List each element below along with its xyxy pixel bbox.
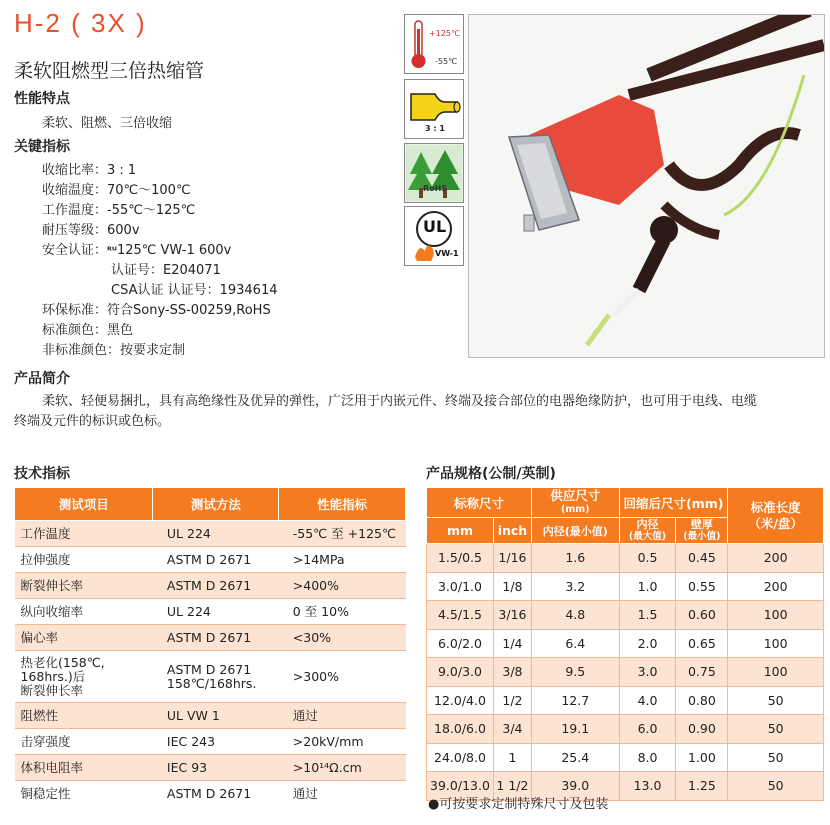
intro-line-2: 终端及元件的标识或色标。 xyxy=(14,414,171,429)
spec-csa-number: CSA认证 认证号：1934614 xyxy=(111,283,278,298)
spec-col-length xyxy=(728,488,824,544)
tech-value-cell: >10¹⁴Ω.cm xyxy=(279,755,406,781)
rohs-label: RoHS xyxy=(423,184,448,193)
temp-high-label: +125℃ xyxy=(429,29,460,38)
spec-safety-label: 安全认证： xyxy=(42,243,108,258)
spec-inch-cell: 1 xyxy=(493,743,531,772)
tech-value-cell: 通过 xyxy=(279,703,406,729)
spec-supply-cell: 9.5 xyxy=(531,658,619,687)
spec-length-cell: 50 xyxy=(728,772,824,801)
table-row xyxy=(15,781,406,807)
spec-length-cell: 100 xyxy=(728,658,824,687)
table-row xyxy=(427,686,824,715)
tech-value-cell: >400% xyxy=(279,573,406,599)
spec-environment: 环保标准：符合Sony-SS-00259,RoHS xyxy=(42,303,271,318)
spec-id-cell: 8.0 xyxy=(619,743,676,772)
spec-supply-cell: 25.4 xyxy=(531,743,619,772)
tech-method-cell: ASTM D 2671 xyxy=(153,547,279,573)
spec-col-inch: inch xyxy=(493,518,531,544)
tech-item-cell: 阻燃性 xyxy=(15,703,153,729)
spec-inch-cell: 1/16 xyxy=(493,544,531,573)
spec-inch-cell: 3/4 xyxy=(493,715,531,744)
spec-voltage: 耐压等级：600v xyxy=(42,223,140,238)
ul-label: UL xyxy=(423,217,447,236)
spec-custom-color: 非标准颜色：按要求定制 xyxy=(42,343,186,358)
spec-mm-cell: 6.0/2.0 xyxy=(427,629,494,658)
shrink-ratio-icon xyxy=(404,79,464,139)
spec-wall-min-label: (最小值) xyxy=(683,531,721,542)
tech-table xyxy=(14,487,406,806)
spec-col-after: 回缩后尺寸(mm) xyxy=(619,488,728,518)
spec-supply-label: 供应尺寸 xyxy=(550,488,601,503)
spec-id-cell: 1.5 xyxy=(619,601,676,630)
custom-note: ●可按要求定制特殊尺寸及包装 xyxy=(428,797,609,812)
spec-inch-cell: 1/2 xyxy=(493,686,531,715)
spec-supply-cell: 6.4 xyxy=(531,629,619,658)
tech-method-cell: UL VW 1 xyxy=(153,703,279,729)
table-row xyxy=(427,629,824,658)
spec-col-mm: mm xyxy=(427,518,494,544)
spec-inch-cell: 1/8 xyxy=(493,572,531,601)
spec-length-label: 标准长度 xyxy=(750,499,801,515)
spec-inch-cell: 3/8 xyxy=(493,658,531,687)
spec-operating-temp: 工作温度：-55℃～125℃ xyxy=(42,203,196,218)
table-row xyxy=(427,715,824,744)
table-row xyxy=(427,544,824,573)
product-name: 柔软阻燃型三倍热缩管 xyxy=(14,60,205,82)
table-row xyxy=(15,599,406,625)
spec-mm-cell: 3.0/1.0 xyxy=(427,572,494,601)
tech-method-cell: ASTM D 2671 xyxy=(153,625,279,651)
spec-id-cell: 13.0 xyxy=(619,772,676,801)
spec-standard-color: 标准颜色：黑色 xyxy=(42,323,134,338)
tech-item-cell: 偏心率 xyxy=(15,625,153,651)
tech-method-cell: ASTM D 2671 xyxy=(153,781,279,807)
spec-length-cell: 50 xyxy=(728,686,824,715)
tech-item-cell: 热老化(158℃, 168hrs.)后 断裂伸长率 xyxy=(15,651,153,703)
rohs-trees-icon xyxy=(404,143,464,203)
temperature-icon xyxy=(404,14,464,74)
spec-shrink-ratio: 收缩比率：3 : 1 xyxy=(42,163,137,178)
spec-inch-cell: 3/16 xyxy=(493,601,531,630)
spec-wall-cell: 0.45 xyxy=(676,544,728,573)
table-row xyxy=(15,573,406,599)
spec-mm-cell: 39.0/13.0 xyxy=(427,772,494,801)
ratio-label: 3 : 1 xyxy=(425,124,445,133)
spec-id-cell: 4.0 xyxy=(619,686,676,715)
spec-length-cell: 50 xyxy=(728,715,824,744)
table-row xyxy=(15,625,406,651)
spec-wall-cell: 0.60 xyxy=(676,601,728,630)
tech-method-cell: UL 224 xyxy=(153,521,279,547)
ul-rating: 125℃ VW-1 600v xyxy=(116,243,232,258)
table-row xyxy=(427,658,824,687)
features-heading: 性能特点 xyxy=(14,91,70,107)
spec-id-cell: 2.0 xyxy=(619,629,676,658)
features-text: 柔软、阻燃、三倍收缩 xyxy=(42,116,173,131)
spec-wall-cell: 0.55 xyxy=(676,572,728,601)
intro-line-1: 柔软、轻便易捆扎，具有高绝缘性及优异的弹性，广泛用于内嵌元件、终端及接合部位的电器绝缘防护，也可用于电线、电缆 xyxy=(42,394,758,409)
spec-supply-cell: 19.1 xyxy=(531,715,619,744)
tech-value-cell: >20kV/mm xyxy=(279,729,406,755)
tech-value-cell: 通过 xyxy=(279,781,406,807)
spec-col-wall xyxy=(676,518,728,544)
spec-mm-cell: 24.0/8.0 xyxy=(427,743,494,772)
tech-item-cell: 拉伸强度 xyxy=(15,547,153,573)
tech-method-cell: IEC 243 xyxy=(153,729,279,755)
spec-id-max-label: (最大值) xyxy=(628,531,667,542)
table-row xyxy=(15,703,406,729)
spec-wall-cell: 1.25 xyxy=(676,772,728,801)
spec-id-cell: 0.5 xyxy=(619,544,676,573)
temp-low-label: -55℃ xyxy=(435,57,458,66)
ur-mark: ᴿᵁ xyxy=(107,246,117,257)
spec-safety-cert xyxy=(42,239,231,258)
spec-inch-cell: 1 1/2 xyxy=(493,772,531,801)
product-code-title: H-2 ( 3X ) xyxy=(14,8,147,38)
tech-value-cell: >14MPa xyxy=(279,547,406,573)
spec-length-cell: 100 xyxy=(728,601,824,630)
spec-supply-cell: 12.7 xyxy=(531,686,619,715)
spec-wall-cell: 0.90 xyxy=(676,715,728,744)
spec-id-label: 内径 xyxy=(636,518,659,531)
table-row xyxy=(15,729,406,755)
spec-wall-cell: 0.65 xyxy=(676,629,728,658)
spec-mm-cell: 18.0/6.0 xyxy=(427,715,494,744)
spec-wall-label: 壁厚 xyxy=(690,518,713,531)
table-row xyxy=(427,572,824,601)
spec-ul-number: 认证号：E204071 xyxy=(111,263,221,278)
tech-item-cell: 铜稳定性 xyxy=(15,781,153,807)
ul-vw1-icon xyxy=(404,206,464,266)
spec-col-nominal: 标称尺寸 xyxy=(427,488,532,518)
spec-shrink-temp: 收缩温度：70℃～100℃ xyxy=(42,183,191,198)
tech-header-row xyxy=(15,488,406,521)
table-row xyxy=(15,651,406,703)
spec-col-id-max xyxy=(619,518,676,544)
spec-table xyxy=(426,487,824,801)
spec-length-cell: 50 xyxy=(728,743,824,772)
spec-id-cell: 3.0 xyxy=(619,658,676,687)
spec-length-cell: 100 xyxy=(728,629,824,658)
spec-supply-cell: 1.6 xyxy=(531,544,619,573)
tech-item-cell: 断裂伸长率 xyxy=(15,573,153,599)
spec-supply-cell: 3.2 xyxy=(531,572,619,601)
spec-heading: 产品规格(公制/英制) xyxy=(426,466,556,482)
spec-mm-cell: 4.5/1.5 xyxy=(427,601,494,630)
tech-method-cell: ASTM D 2671 xyxy=(153,573,279,599)
key-specs-heading: 关键指标 xyxy=(14,139,70,155)
tech-method-cell: UL 224 xyxy=(153,599,279,625)
spec-wall-cell: 0.75 xyxy=(676,658,728,687)
tech-method-cell: ASTM D 2671 158℃/168hrs. xyxy=(153,651,279,703)
tech-method-cell: IEC 93 xyxy=(153,755,279,781)
tech-item-cell: 击穿强度 xyxy=(15,729,153,755)
spec-length-cell: 200 xyxy=(728,572,824,601)
spec-col-supply xyxy=(531,488,619,518)
table-row xyxy=(15,521,406,547)
table-row xyxy=(15,547,406,573)
spec-id-cell: 1.0 xyxy=(619,572,676,601)
tech-value-cell: -55℃ 至 +125℃ xyxy=(279,521,406,547)
tech-heading: 技术指标 xyxy=(14,466,70,482)
spec-id-cell: 6.0 xyxy=(619,715,676,744)
tech-value-cell: <30% xyxy=(279,625,406,651)
intro-heading: 产品简介 xyxy=(14,371,70,387)
tech-value-cell: >300% xyxy=(279,651,406,703)
spec-col-id-min: 内径(最小值) xyxy=(531,518,619,544)
product-photo xyxy=(468,14,825,358)
spec-mm-cell: 1.5/0.5 xyxy=(427,544,494,573)
table-row xyxy=(427,601,824,630)
table-row xyxy=(427,743,824,772)
tech-item-cell: 体积电阻率 xyxy=(15,755,153,781)
tech-item-cell: 工作温度 xyxy=(15,521,153,547)
spec-wall-cell: 0.80 xyxy=(676,686,728,715)
spec-mm-cell: 12.0/4.0 xyxy=(427,686,494,715)
spec-length-cell: 200 xyxy=(728,544,824,573)
spec-supply-cell: 4.8 xyxy=(531,601,619,630)
spec-supply-cell: 39.0 xyxy=(531,772,619,801)
tech-col-method: 测试方法 xyxy=(153,488,279,521)
spec-supply-unit: (mm) xyxy=(561,504,590,515)
spec-wall-cell: 1.00 xyxy=(676,743,728,772)
tech-item-cell: 纵向收缩率 xyxy=(15,599,153,625)
spec-length-unit: （米/盘） xyxy=(748,515,803,531)
vw1-label: VW-1 xyxy=(435,249,459,258)
spec-mm-cell: 9.0/3.0 xyxy=(427,658,494,687)
table-row xyxy=(15,755,406,781)
tech-col-value: 性能指标 xyxy=(279,488,406,521)
tech-col-item: 测试项目 xyxy=(15,488,153,521)
spec-inch-cell: 1/4 xyxy=(493,629,531,658)
tech-value-cell: 0 至 10% xyxy=(279,599,406,625)
